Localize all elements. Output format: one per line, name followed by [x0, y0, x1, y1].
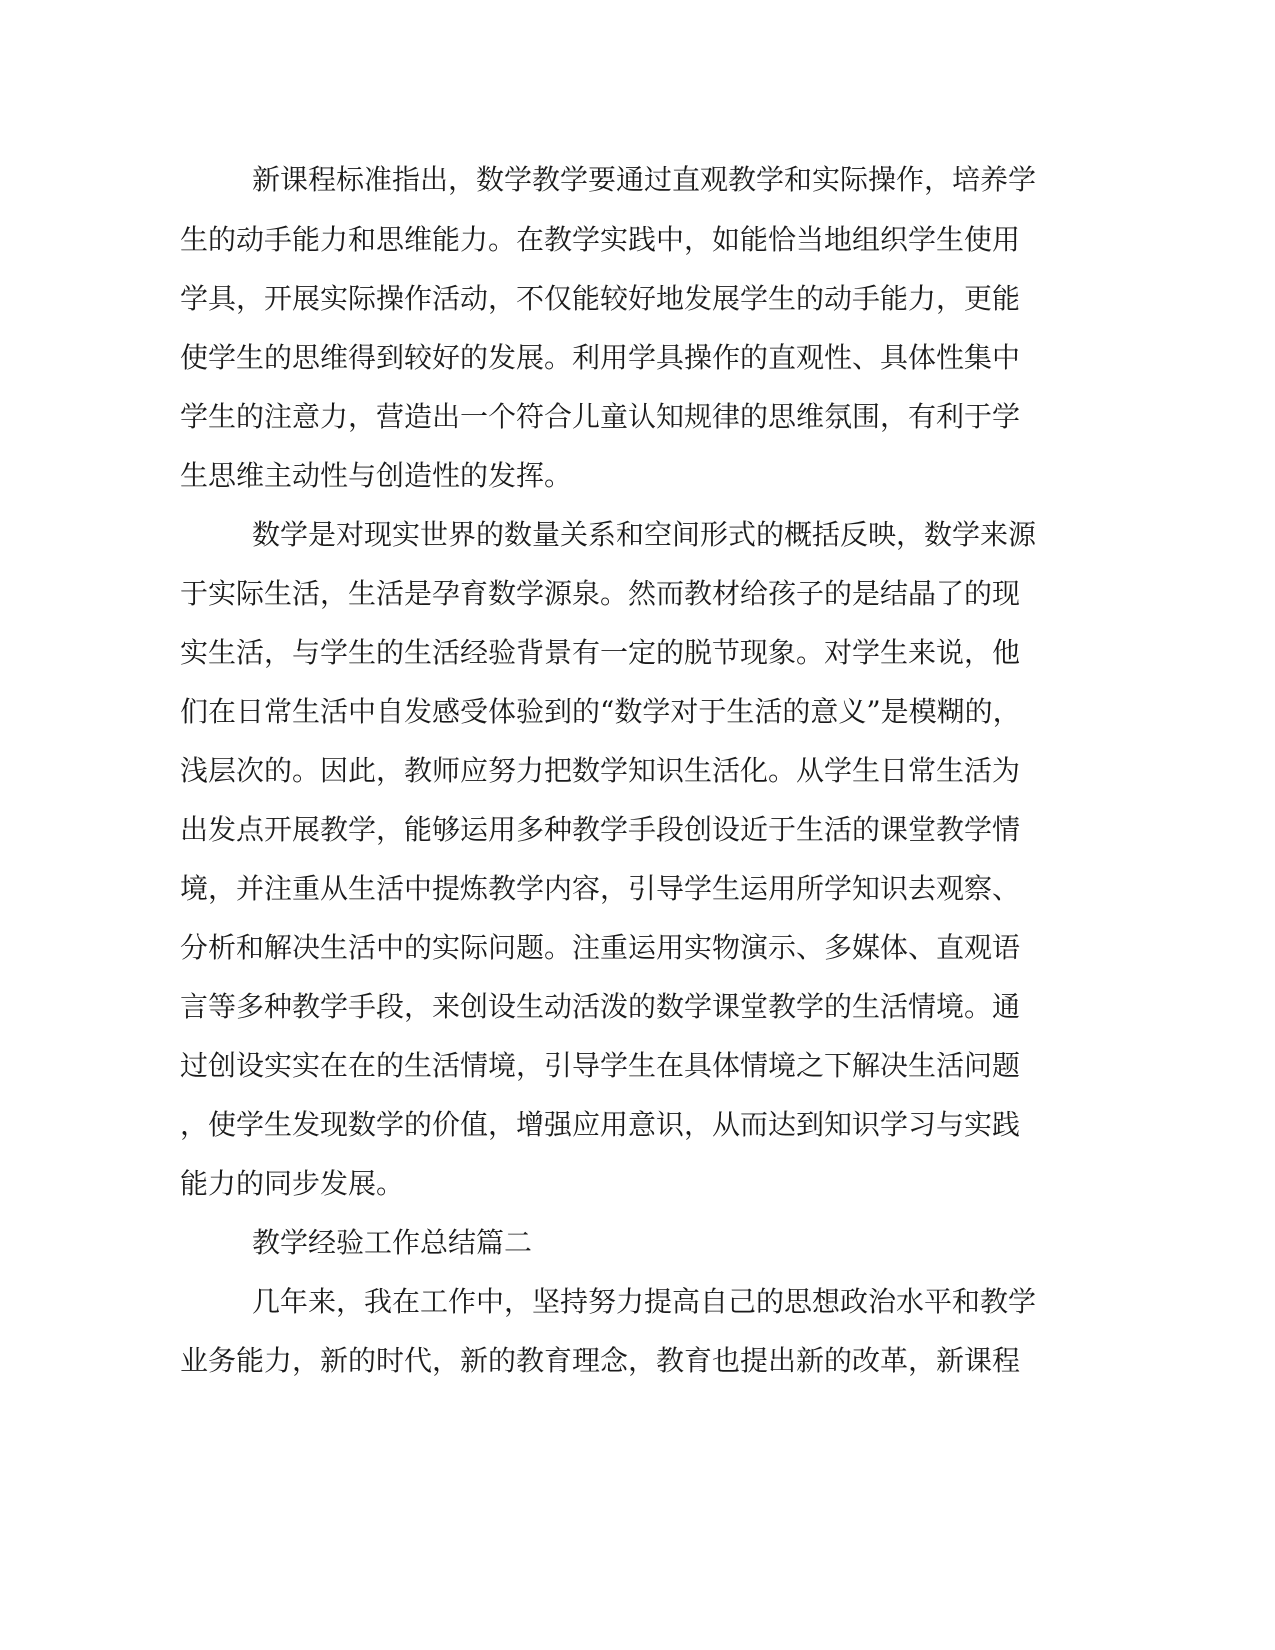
- paragraph-2-line-11: ，使学生发现数学的价值，增强应用意识，从而达到知识学习与实践: [180, 1108, 1021, 1141]
- paragraph-2-line-6: 出发点开展教学，能够运用多种教学手段创设近于生活的课堂教学情: [180, 813, 1021, 846]
- paragraph-2-line-10: 过创设实实在在的生活情境，引导学生在具体情境之下解决生活问题: [180, 1049, 1021, 1082]
- paragraph-3-line-1: 几年来，我在工作中，坚持努力提高自己的思想政治水平和教学: [252, 1285, 1037, 1318]
- paragraph-2-line-12: 能力的同步发展。: [180, 1167, 405, 1200]
- paragraph-3-line-2: 业务能力，新的时代，新的教育理念，教育也提出新的改革，新课程: [180, 1344, 1021, 1377]
- paragraph-1-line-3: 学具，开展实际操作活动，不仅能较好地发展学生的动手能力，更能: [180, 282, 1021, 315]
- paragraph-1-line-4: 使学生的思维得到较好的发展。利用学具操作的直观性、具体性集中: [180, 341, 1021, 374]
- paragraph-2-line-2: 于实际生活，生活是孕育数学源泉。然而教材给孩子的是结晶了的现: [180, 577, 1021, 610]
- paragraph-2-line-1: 数学是对现实世界的数量关系和空间形式的概括反映，数学来源: [252, 518, 1037, 551]
- paragraph-2-line-5: 浅层次的。因此，教师应努力把数学知识生活化。从学生日常生活为: [180, 754, 1021, 787]
- paragraph-2-line-9: 言等多种教学手段，来创设生动活泼的数学课堂教学的生活情境。通: [180, 990, 1021, 1023]
- paragraph-2-line-3: 实生活，与学生的生活经验背景有一定的脱节现象。对学生来说，他: [180, 636, 1021, 669]
- paragraph-1-line-1: 新课程标准指出，数学教学要通过直观教学和实际操作，培养学: [252, 163, 1037, 196]
- paragraph-1-line-6: 生思维主动性与创造性的发挥。: [180, 459, 573, 492]
- paragraph-1-line-5: 学生的注意力，营造出一个符合儿童认知规律的思维氛围，有利于学: [180, 400, 1021, 433]
- paragraph-2-line-8: 分析和解决生活中的实际问题。注重运用实物演示、多媒体、直观语: [180, 931, 1021, 964]
- paragraph-1-line-2: 生的动手能力和思维能力。在教学实践中，如能恰当地组织学生使用: [180, 223, 1021, 256]
- paragraph-2-line-4: 们在日常生活中自发感受体验到的“数学对于生活的意义”是模糊的，: [180, 695, 1021, 728]
- section-heading: 教学经验工作总结篇二: [252, 1226, 533, 1259]
- paragraph-2-line-7: 境，并注重从生活中提炼教学内容，引导学生运用所学知识去观察、: [180, 872, 1021, 905]
